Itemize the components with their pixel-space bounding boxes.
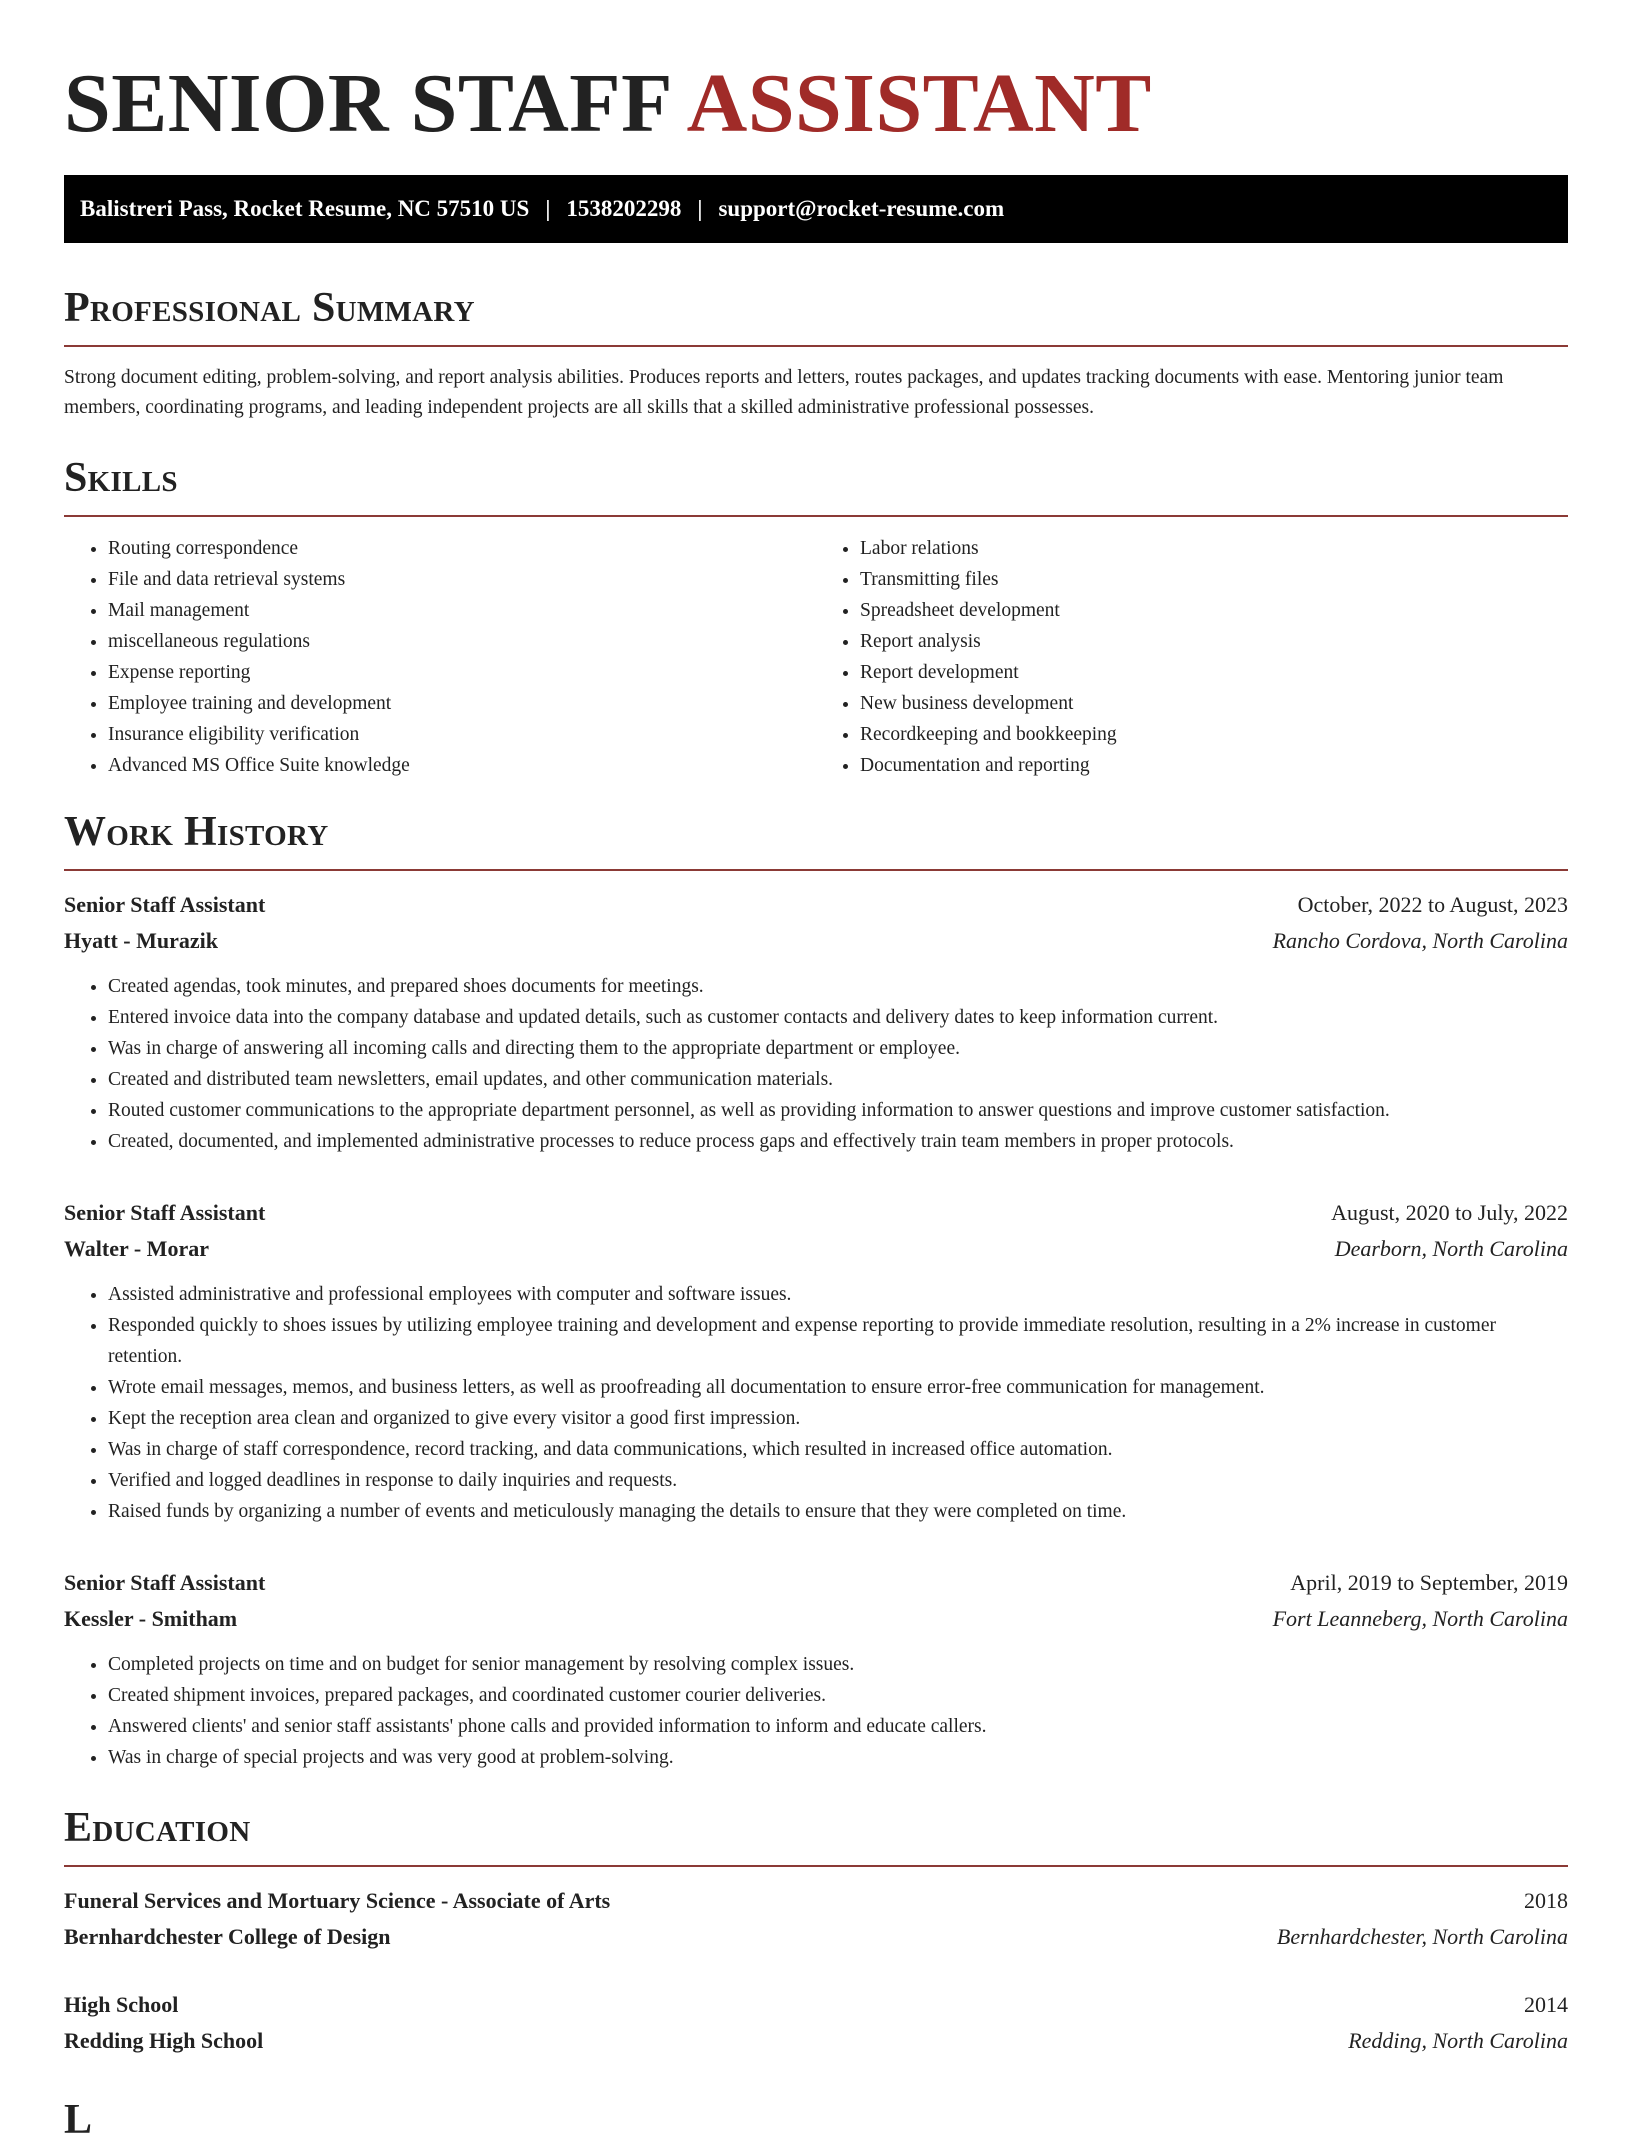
section-divider (64, 1865, 1568, 1867)
job-bullet: • Was in charge of answering all incoming calls and directing them to the appropriate department or employee. (108, 1033, 1568, 1064)
job-bullet: • Completed projects on time and on budget for senior management by resolving complex issues. (108, 1649, 1568, 1680)
job-company: Walter - Morar (64, 1236, 209, 1261)
job-role: Senior Staff Assistant (64, 892, 266, 917)
job-entry (64, 1565, 1568, 1773)
job-bullet: • Created, documented, and implemented administrative processes to reduce process gaps and effectively train team members in proper protocols. (108, 1126, 1568, 1157)
skill-item: • Advanced MS Office Suite knowledge (108, 750, 816, 781)
contact-email: support@rocket-resume.com (718, 196, 1005, 221)
section-divider (64, 869, 1568, 871)
resume-title (64, 0, 1568, 152)
job-bullet: • Created shipment invoices, prepared packages, and coordinated customer courier deliveries. (108, 1680, 1568, 1711)
job-entry (64, 887, 1568, 1157)
skill-item: • Report analysis (860, 626, 1568, 657)
job-role: Senior Staff Assistant (64, 1570, 266, 1595)
job-bullet: • Verified and logged deadlines in response to daily inquiries and requests. (108, 1465, 1568, 1496)
skill-item: • Report development (860, 657, 1568, 688)
skill-item: • Employee training and development (108, 688, 816, 719)
job-bullet: • Was in charge of staff correspondence, record tracking, and data communications, which resulted in increased office automation. (108, 1434, 1568, 1465)
skills-list-right (816, 533, 1568, 781)
job-location: Dearborn, North Carolina (1334, 1236, 1568, 1261)
skills-section (64, 453, 1568, 781)
skill-item: • Insurance eligibility verification (108, 719, 816, 750)
job-dates: April, 2019 to September, 2019 (1290, 1570, 1568, 1595)
job-dates: October, 2022 to August, 2023 (1297, 892, 1568, 917)
skill-item: • Transmitting files (860, 564, 1568, 595)
job-company: Kessler - Smitham (64, 1606, 238, 1631)
job-bullet: • Entered invoice data into the company database and updated details, such as customer contacts and delivery dates to keep information current. (108, 1002, 1568, 1033)
education-school: Bernhardchester College of Design (64, 1924, 391, 1949)
education-year: 2014 (1524, 1992, 1568, 2017)
summary-text: Strong document editing, problem-solving, and report analysis abilities. Produces reports and letters, routes packages, and updates tracking documents with ease. Mentoring junior team members, coordinating programs, and leading independent projects are all skills that a skilled administrative professional possesses. (64, 367, 1504, 418)
skills-columns (64, 533, 1568, 781)
work-history-heading: Work History (64, 809, 329, 855)
title-part-2: ASSISTANT (686, 57, 1152, 150)
education-section (64, 1803, 1568, 2059)
skills-list-left (64, 533, 816, 781)
summary-section (64, 283, 1568, 423)
education-entry (64, 1987, 1568, 2059)
education-entry (64, 1883, 1568, 1955)
next-section-heading-partial: L (64, 2097, 93, 2143)
contact-address: Balistreri Pass, Rocket Resume, NC 57510 US (80, 196, 530, 221)
contact-separator: | (697, 196, 703, 221)
job-bullet: • Routed customer communications to the appropriate department personnel, as well as providing information to answer questions and improve customer satisfaction. (108, 1095, 1568, 1126)
job-role: Senior Staff Assistant (64, 1200, 266, 1225)
skills-heading: Skills (64, 455, 178, 501)
job-bullet: • Raised funds by organizing a number of events and meticulously managing the details to ensure that they were completed on time. (108, 1496, 1568, 1527)
job-bullets (64, 971, 1568, 1157)
job-bullet: • Answered clients' and senior staff assistants' phone calls and provided information to inform and educate callers. (108, 1711, 1568, 1742)
job-bullet: • Created agendas, took minutes, and prepared shoes documents for meetings. (108, 971, 1568, 1002)
job-bullet: • Kept the reception area clean and organized to give every visitor a good first impression. (108, 1403, 1568, 1434)
job-company: Hyatt - Murazik (64, 928, 218, 953)
work-history-section (64, 807, 1568, 1773)
contact-bar (64, 175, 1568, 243)
job-bullet: • Responded quickly to shoes issues by utilizing employee training and development and expense reporting to provide immediate resolution, resulting in a 2% increase in customer retention. (108, 1310, 1568, 1372)
contact-separator: | (545, 196, 551, 221)
section-divider (64, 345, 1568, 347)
job-bullets (64, 1279, 1568, 1527)
job-bullet: • Created and distributed team newsletters, email updates, and other communication materials. (108, 1064, 1568, 1095)
skill-item: • Documentation and reporting (860, 750, 1568, 781)
education-degree: High School (64, 1992, 179, 2017)
skill-item: • Labor relations (860, 533, 1568, 564)
job-bullets (64, 1649, 1568, 1773)
education-location: Redding, North Carolina (1348, 2028, 1568, 2053)
job-bullet: • Wrote email messages, memos, and business letters, as well as proofreading all documentation to ensure error-free communication for management. (108, 1372, 1568, 1403)
skill-item: • Mail management (108, 595, 816, 626)
job-bullet: • Was in charge of special projects and was very good at problem-solving. (108, 1742, 1568, 1773)
section-divider (64, 515, 1568, 517)
contact-phone: 1538202298 (566, 196, 682, 221)
skill-item: • Recordkeeping and bookkeeping (860, 719, 1568, 750)
job-location: Fort Leanneberg, North Carolina (1272, 1606, 1568, 1631)
education-year: 2018 (1524, 1888, 1568, 1913)
skill-item: • New business development (860, 688, 1568, 719)
title-part-1: SENIOR STAFF (64, 57, 670, 150)
job-dates: August, 2020 to July, 2022 (1331, 1200, 1568, 1225)
education-school: Redding High School (64, 2028, 264, 2053)
education-degree: Funeral Services and Mortuary Science - Associate of Arts (64, 1888, 611, 1913)
job-location: Rancho Cordova, North Carolina (1272, 928, 1568, 953)
job-bullet: • Assisted administrative and professional employees with computer and software issues. (108, 1279, 1568, 1310)
skill-item: • miscellaneous regulations (108, 626, 816, 657)
skill-item: • Routing correspondence (108, 533, 816, 564)
skill-item: • Spreadsheet development (860, 595, 1568, 626)
skill-item: • File and data retrieval systems (108, 564, 816, 595)
skill-item: • Expense reporting (108, 657, 816, 688)
job-entry (64, 1195, 1568, 1527)
education-heading: Education (64, 1805, 251, 1851)
education-location: Bernhardchester, North Carolina (1276, 1924, 1568, 1949)
summary-heading: Professional Summary (64, 285, 475, 331)
